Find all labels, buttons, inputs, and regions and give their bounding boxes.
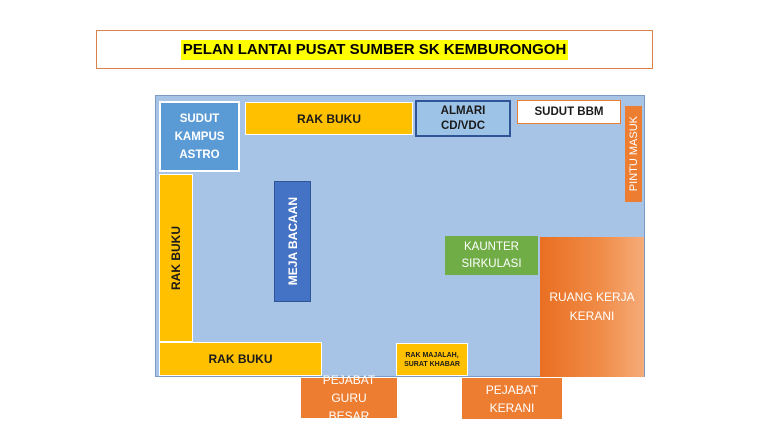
pintu-masuk-label: PINTU MASUK (627, 116, 640, 192)
meja-bacaan-label: MEJA BACAAN (285, 197, 300, 286)
rak-buku-left-label: RAK BUKU (169, 226, 183, 290)
almari-cd-vdc-label: ALMARI CD/VDC (440, 104, 486, 132)
rak-buku-bottom (159, 342, 322, 376)
title-frame (96, 30, 653, 69)
sudut-kampus-astro (159, 101, 240, 172)
rak-buku-top (245, 102, 413, 135)
meja-bacaan (274, 181, 311, 302)
pejabat-guru-besar-label: PEJABAT GURU BESAR (322, 373, 376, 423)
rak-buku-top-label: RAK BUKU (297, 111, 361, 126)
rak-buku-left (159, 174, 193, 342)
sudut-kampus-astro-label: SUDUT KAMPUS ASTRO (174, 112, 225, 161)
sudut-bbm-label: SUDUT BBM (534, 106, 604, 118)
pejabat-kerani-label: PEJABAT KERANI (485, 382, 539, 415)
almari-cd-vdc (415, 100, 511, 137)
ruang-kerja-kerani (540, 237, 644, 377)
kaunter-sirkulasi (445, 236, 538, 275)
rak-majalah-surat-khabar (396, 343, 468, 376)
rak-buku-bottom-label: RAK BUKU (208, 352, 273, 366)
ruang-kerja-kerani-label: RUANG KERJA KERANI (549, 290, 635, 323)
pejabat-kerani (462, 378, 562, 419)
kaunter-sirkulasi-label: KAUNTER SIRKULASI (461, 240, 522, 270)
pintu-masuk (625, 106, 642, 202)
page-title: PELAN LANTAI PUSAT SUMBER SK KEMBURONGOH (182, 40, 567, 58)
pejabat-guru-besar (301, 373, 397, 423)
rak-majalah-label: RAK MAJALAH, SURAT KHABAR (404, 351, 460, 368)
sudut-bbm (517, 100, 621, 124)
